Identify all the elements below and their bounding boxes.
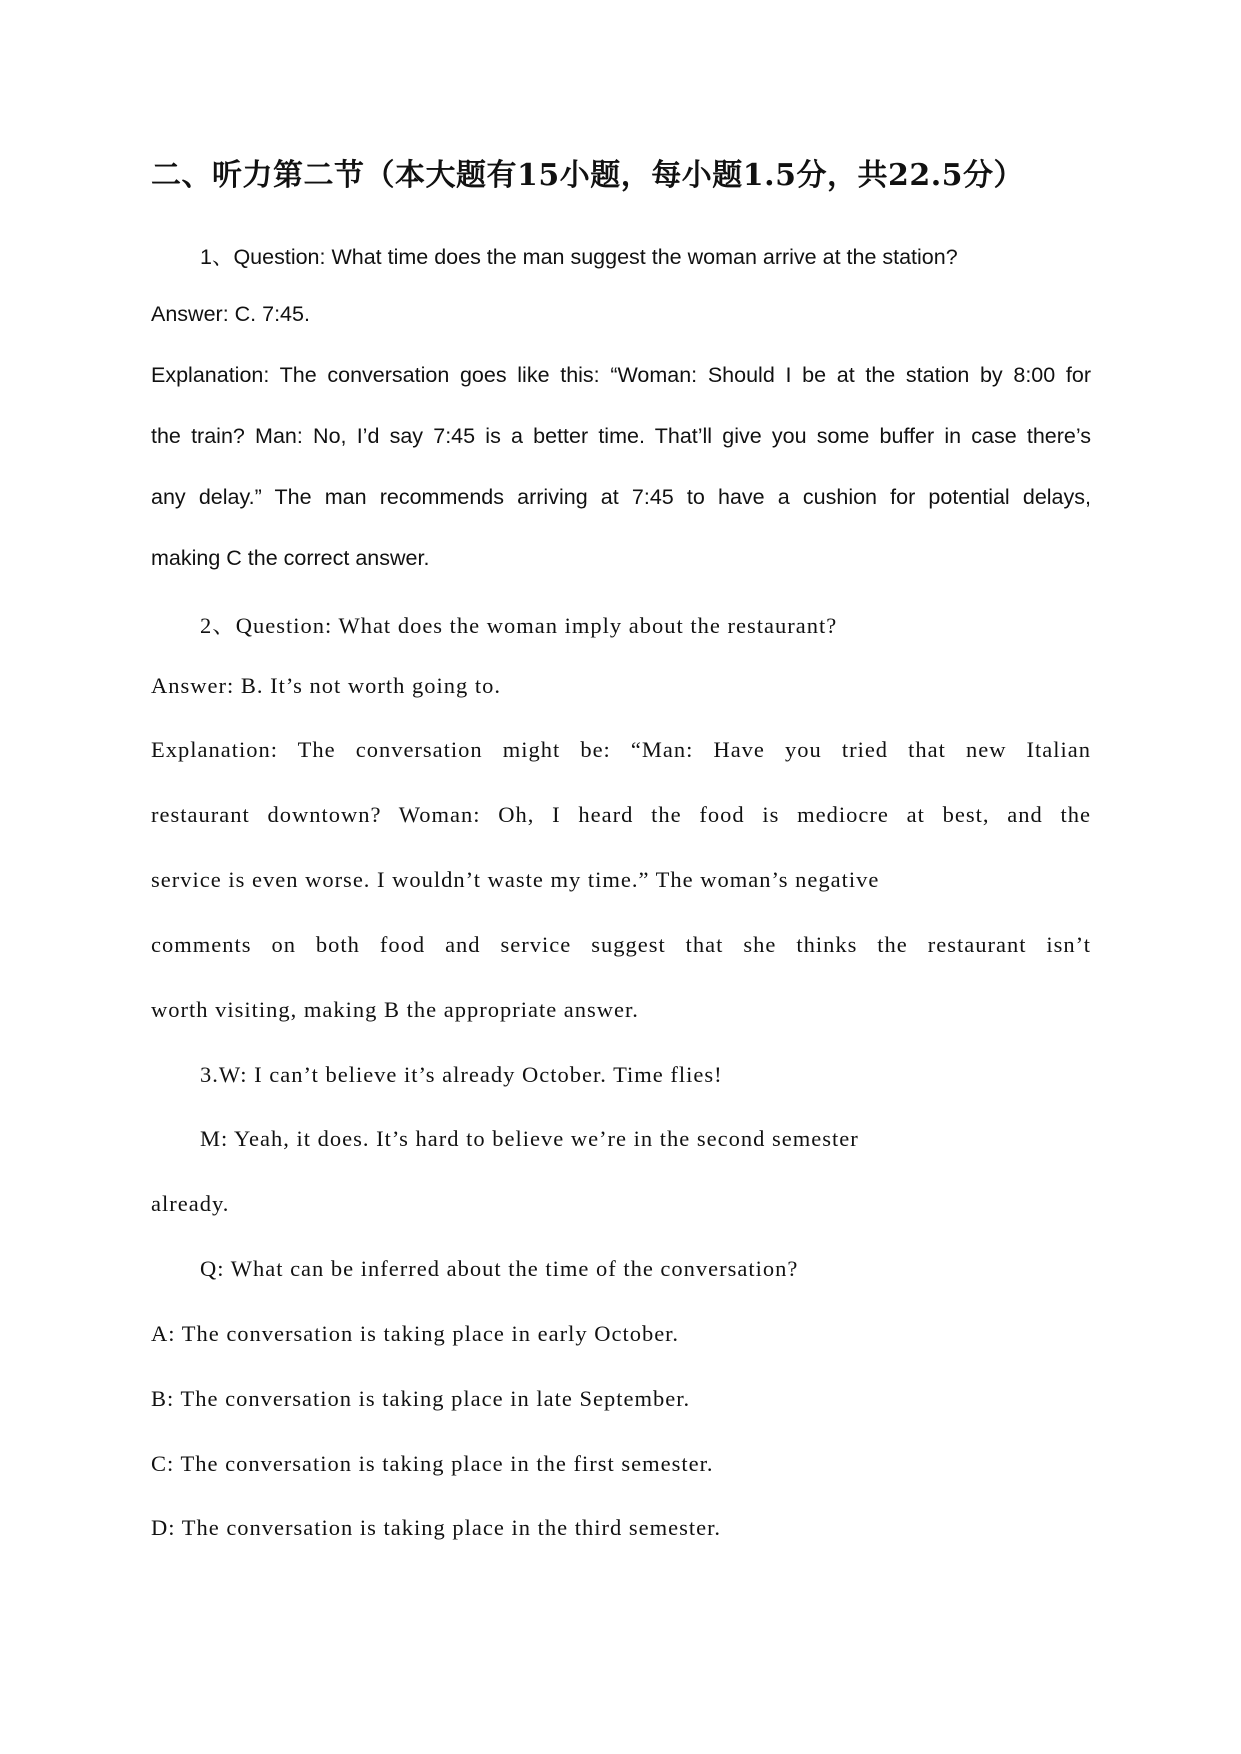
- q3-option-b: B: The conversation is taking place in late September.: [151, 1386, 691, 1411]
- q3-option-d: D: The conversation is taking place in the third semester.: [151, 1515, 721, 1540]
- q3-man-line: M: Yeah, it does. It’s hard to believe we’re in the second semester: [200, 1126, 859, 1151]
- q2-explanation-line: Explanation: The conversation might be: “Man: Have you tried that new Italian: [151, 737, 1091, 762]
- q1-explanation-line: any delay.” The man recommends arriving at 7:45 to have a cushion for potential delays,: [151, 485, 1091, 509]
- q1-explanation-line: the train? Man: No, I’d say 7:45 is a better time. That’ll give you some buffer in case there’s: [151, 424, 1091, 448]
- q2-explanation-line: restaurant downtown? Woman: Oh, I heard the food is mediocre at best, and the: [151, 802, 1091, 827]
- q1-explanation-line: making C the correct answer.: [151, 546, 430, 570]
- q1-explanation-line: Explanation: The conversation goes like this: “Woman: Should I be at the station by 8:00 for: [151, 363, 1091, 387]
- q1-question: 1、Question: What time does the man suggest the woman arrive at the station?: [200, 245, 958, 269]
- q2-answer: Answer: B. It’s not worth going to.: [151, 673, 501, 698]
- q3-option-c: C: The conversation is taking place in the first semester.: [151, 1451, 714, 1476]
- q3-woman-line: 3.W: I can’t believe it’s already October. Time flies!: [200, 1062, 723, 1087]
- q2-explanation-line: service is even worse. I wouldn’t waste my time.” The woman’s negative: [151, 867, 880, 892]
- q2-explanation-line: comments on both food and service suggest that she thinks the restaurant isn’t: [151, 932, 1091, 957]
- q3-question: Q: What can be inferred about the time of the conversation?: [200, 1256, 799, 1281]
- q3-option-a: A: The conversation is taking place in early October.: [151, 1321, 680, 1346]
- q2-explanation-line: worth visiting, making B the appropriate answer.: [151, 997, 639, 1022]
- section-heading: 二、听力第二节（本大题有15小题，每小题1.5分，共22.5分）: [151, 158, 1025, 193]
- q2-question: 2、Question: What does the woman imply about the restaurant?: [200, 613, 838, 638]
- q1-answer: Answer: C. 7:45.: [151, 302, 310, 326]
- q3-man-line-continued: already.: [151, 1191, 230, 1216]
